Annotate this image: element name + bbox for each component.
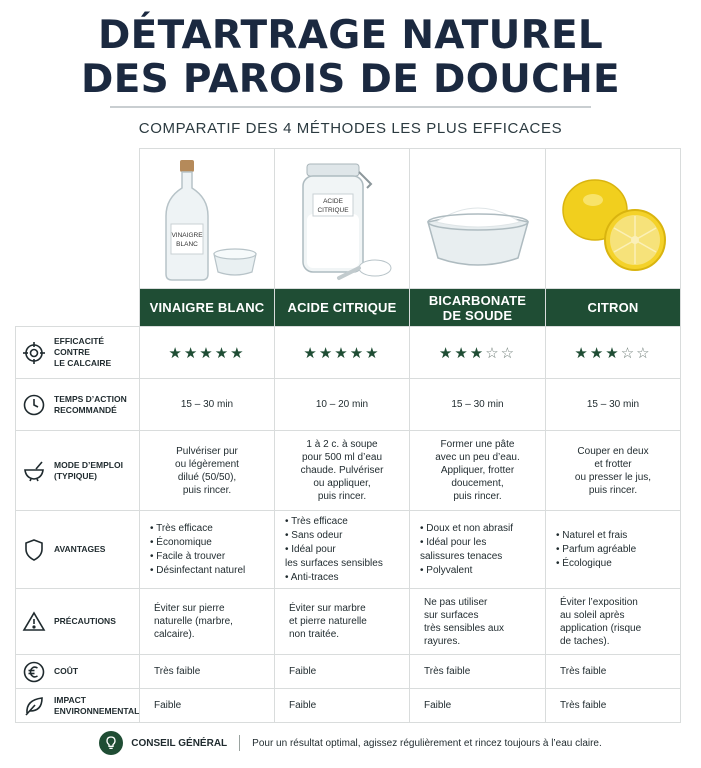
list-item: • Naturel et frais <box>556 529 680 543</box>
list-item: • Sans odeur <box>285 529 409 543</box>
star-empty-icon: ☆ <box>500 344 517 362</box>
clock-icon <box>22 393 46 417</box>
star-filled-icon: ★ <box>438 344 455 362</box>
star-filled-icon: ★ <box>589 344 606 362</box>
temps-vinaigre: 15 – 30 min <box>140 379 275 431</box>
footer-label: CONSEIL GÉNÉRAL <box>131 737 228 749</box>
method-header-bicarbonate: BICARBONATE DE SOUDE <box>410 289 546 327</box>
avantages-vinaigre <box>140 511 275 589</box>
row-mode <box>16 431 681 511</box>
vinegar-label-line-2: BLANC <box>176 240 198 248</box>
row-label-mode <box>16 431 140 511</box>
shield-icon <box>22 538 46 562</box>
lemon-image <box>546 149 681 289</box>
label-cout: COÛT <box>54 666 79 676</box>
star-filled-icon: ★ <box>168 344 184 362</box>
title-line-1: DÉTARTRAGE NATUREL <box>97 13 604 58</box>
citric-acid-jar-image <box>275 149 410 289</box>
cout-acide: Faible <box>275 655 410 689</box>
avantages-citron <box>546 511 681 589</box>
star-empty-icon: ☆ <box>636 344 652 362</box>
warning-icon <box>22 610 46 634</box>
row-efficacite <box>16 327 681 379</box>
star-empty-icon: ☆ <box>485 344 501 362</box>
star-filled-icon: ★ <box>214 344 231 362</box>
comparison-table <box>15 148 681 723</box>
list-item: • Très efficace <box>150 522 274 536</box>
rating-bicarbonate <box>410 327 546 379</box>
mode-acide: 1 à 2 c. à soupe pour 500 ml d’eau chaude. Pulvériser ou appliquer, puis rincer. <box>275 431 410 511</box>
mode-vinaigre: Pulvériser pur ou légèrement dilué (50/50), puis rincer. <box>140 431 275 511</box>
temps-bicarbonate: 15 – 30 min <box>410 379 546 431</box>
footer-text: Pour un résultat optimal, agissez régulièrement et rincez toujours à l’eau claire. <box>252 737 602 749</box>
row-cout <box>16 655 681 689</box>
rating-vinaigre <box>140 327 275 379</box>
row-precautions <box>16 589 681 655</box>
citric-label-line-1: ACIDE <box>323 197 343 205</box>
footer-tip <box>0 730 701 756</box>
label-avantages: AVANTAGES <box>54 544 106 554</box>
images-row <box>16 149 681 289</box>
subtitle: COMPARATIF DES 4 MÉTHODES LES PLUS EFFICACES <box>138 120 563 137</box>
avantages-acide <box>275 511 410 589</box>
header-row <box>16 289 681 327</box>
temps-acide: 10 – 20 min <box>275 379 410 431</box>
avantages-bicarbonate <box>410 511 546 589</box>
method-header-acide: ACIDE CITRIQUE <box>275 289 410 327</box>
star-filled-icon: ★ <box>183 344 200 362</box>
star-filled-icon: ★ <box>605 344 621 362</box>
list-item: • Facile à trouver <box>150 550 274 564</box>
mode-citron: Couper en deux et frotter ou presser le jus, puis rincer. <box>546 431 681 511</box>
star-filled-icon: ★ <box>454 344 470 362</box>
precautions-vinaigre: Éviter sur pierre naturelle (marbre, calcaire). <box>140 589 275 655</box>
precautions-citron: Éviter l’exposition au soleil après application (risque de taches). <box>546 589 681 655</box>
method-header-vinaigre: VINAIGRE BLANC <box>140 289 275 327</box>
header-corner <box>16 289 140 327</box>
avantages-list-bicarbonate <box>410 522 545 578</box>
precautions-bicarbonate: Ne pas utiliser sur surfaces très sensibles aux rayures. <box>410 589 546 655</box>
title-divider <box>110 106 591 108</box>
list-item: • Écologique <box>556 557 680 571</box>
star-filled-icon: ★ <box>469 344 486 362</box>
avantages-list-citron <box>546 529 680 571</box>
citric-label-line-2: CITRIQUE <box>317 206 349 214</box>
baking-soda-bowl-image <box>410 149 546 289</box>
row-label-avantages <box>16 511 140 589</box>
star-filled-icon: ★ <box>334 344 350 362</box>
row-temps <box>16 379 681 431</box>
target-icon <box>22 341 46 365</box>
label-temps: TEMPS D’ACTION RECOMMANDÉ <box>54 393 127 415</box>
leaf-icon <box>22 694 46 718</box>
row-impact <box>16 689 681 723</box>
row-label-temps <box>16 379 140 431</box>
impact-bicarbonate: Faible <box>410 689 546 723</box>
star-filled-icon: ★ <box>365 344 381 362</box>
method-header-citron: CITRON <box>546 289 681 327</box>
star-filled-icon: ★ <box>199 344 215 362</box>
precautions-acide: Éviter sur marbre et pierre naturelle non traitée. <box>275 589 410 655</box>
rating-acide <box>275 327 410 379</box>
avantages-list-vinaigre <box>140 522 274 578</box>
star-filled-icon: ★ <box>349 344 366 362</box>
mortar-icon <box>22 459 46 483</box>
title-line-2: DES PAROIS DE DOUCHE <box>81 57 620 102</box>
star-filled-icon: ★ <box>303 344 319 362</box>
temps-citron: 15 – 30 min <box>546 379 681 431</box>
list-item: • Très efficace <box>285 515 409 529</box>
row-label-precautions <box>16 589 140 655</box>
row-label-cout <box>16 655 140 689</box>
avantages-list-acide <box>275 515 409 585</box>
cout-vinaigre: Très faible <box>140 655 275 689</box>
star-filled-icon: ★ <box>574 344 590 362</box>
euro-icon <box>22 660 46 684</box>
vinegar-bottle-image <box>140 149 275 289</box>
list-item: • Parfum agréable <box>556 543 680 557</box>
vinegar-label-line-1: VINAIGRE <box>171 231 203 239</box>
list-item: • Doux et non abrasif <box>420 522 545 536</box>
label-precautions: PRÉCAUTIONS <box>54 616 116 626</box>
list-item: • Idéal pour les salissures tenaces <box>420 536 545 564</box>
lightbulb-icon <box>99 731 123 755</box>
cout-bicarbonate: Très faible <box>410 655 546 689</box>
row-avantages <box>16 511 681 589</box>
impact-vinaigre: Faible <box>140 689 275 723</box>
table-corner <box>16 149 140 289</box>
cout-citron: Très faible <box>546 655 681 689</box>
impact-acide: Faible <box>275 689 410 723</box>
star-empty-icon: ☆ <box>620 344 637 362</box>
impact-citron: Très faible <box>546 689 681 723</box>
list-item: • Idéal pour les surfaces sensibles <box>285 543 409 571</box>
page-title <box>0 14 701 102</box>
label-mode: MODE D’EMPLOI (TYPIQUE) <box>54 459 123 481</box>
list-item: • Polyvalent <box>420 564 545 578</box>
star-filled-icon: ★ <box>318 344 335 362</box>
label-efficacite: EFFICACITÉ CONTRE LE CALCAIRE <box>54 336 112 368</box>
footer-separator <box>239 735 240 751</box>
list-item: • Désinfectant naturel <box>150 564 274 578</box>
rating-citron <box>546 327 681 379</box>
row-label-impact <box>16 689 140 723</box>
mode-bicarbonate: Former une pâte avec un peu d’eau. Appliquer, frotter doucement, puis rincer. <box>410 431 546 511</box>
label-impact: IMPACT ENVIRONNEMENTAL <box>54 694 140 716</box>
list-item: • Économique <box>150 536 274 550</box>
star-filled-icon: ★ <box>230 344 246 362</box>
row-label-efficacite <box>16 327 140 379</box>
list-item: • Anti-traces <box>285 571 409 585</box>
